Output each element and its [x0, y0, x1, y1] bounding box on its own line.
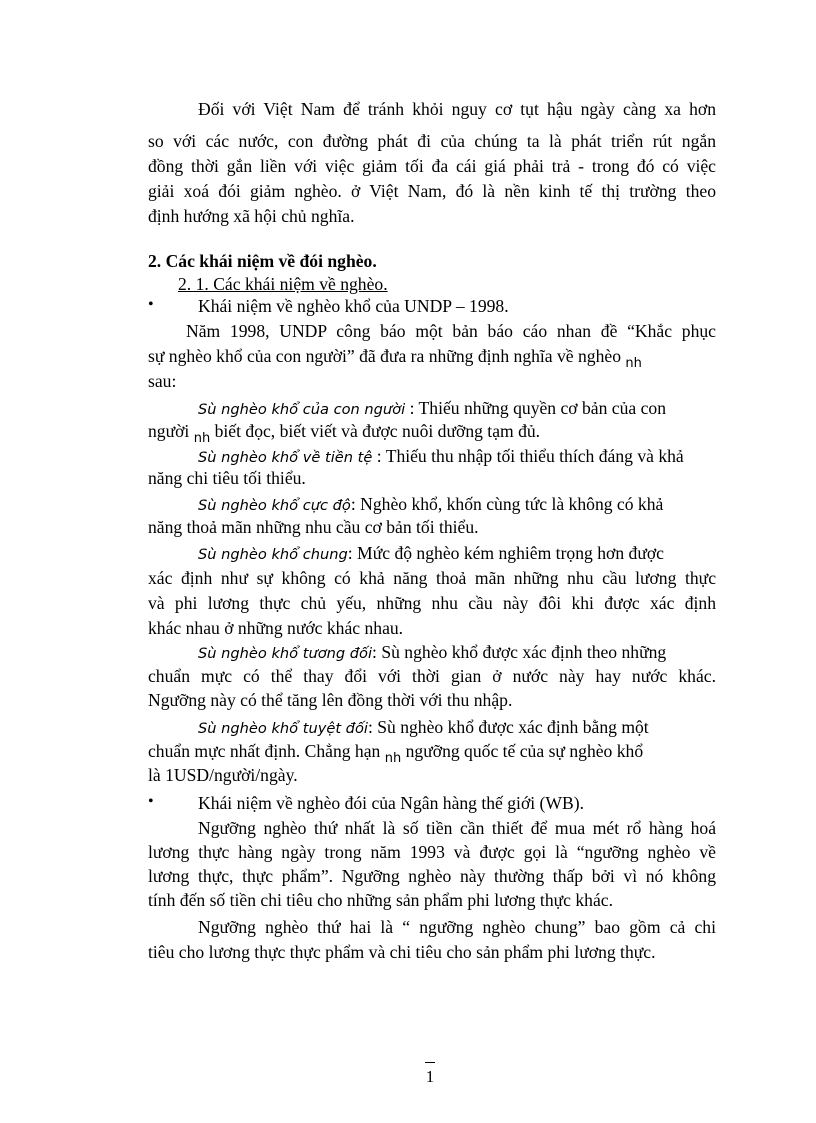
paragraph-line: giải xoá đói giảm nghèo. ở Việt Nam, đó là nền kinh tế thị trường theo [148, 181, 716, 201]
page-number [420, 1062, 440, 1087]
definition-line: Ngưỡng này có thể tăng lên đồng thời với thu nhập. [148, 690, 513, 710]
page-number-bar [425, 1062, 435, 1063]
definition-text: : Sù nghèo khổ được xác định bằng một [367, 717, 649, 737]
definition-line: chuẩn mực có thể thay đổi với thời gian ở nước này hay nước khác. [148, 666, 716, 686]
paragraph-line: Ngưỡng nghèo thứ nhất là số tiền cần thiết để mua mét rổ hàng hoá [198, 818, 716, 838]
text-fragment: nh [384, 751, 402, 766]
text-fragment: nh [625, 356, 642, 371]
text-run: người [148, 421, 190, 441]
definition-term: Sù nghèo khổ về tiền tệ [198, 449, 373, 466]
text-run: chuẩn mực nhất định. Chẳng hạn [148, 741, 381, 761]
bullet-text: Khái niệm về nghèo khổ của UNDP – 1998. [198, 296, 509, 316]
subsection-heading: 2. 1. Các khái niệm về nghèo. [178, 274, 388, 294]
paragraph-line: tiêu cho lương thực thực phẩm và chi tiêu cho sản phẩm phi lương thực. [148, 942, 656, 962]
definition-line [198, 493, 663, 517]
definition-line: và phi lương thực chủ yếu, những nhu cầu này đôi khi được xác định [148, 593, 716, 613]
page-number-value: 1 [425, 1067, 435, 1086]
section-heading: 2. Các khái niệm về đói nghèo. [148, 251, 377, 271]
paragraph-line: định hướng xã hội chủ nghĩa. [148, 206, 355, 226]
definition-term: Sù nghèo khổ tuyệt đối [198, 720, 368, 737]
definition-term: Sù nghèo khổ của con người [198, 401, 406, 418]
definition-line [198, 397, 666, 421]
paragraph-line: đồng thời gắn liền với việc giảm tối đa cái giá phải trả - trong đó có việc [148, 156, 716, 176]
definition-text: : Nghèo khổ, khốn cùng tức là không có khả [350, 494, 664, 514]
paragraph-line: Năm 1998, UNDP công báo một bản báo cáo nhan đề “Khắc phục [186, 321, 716, 341]
definition-line: khác nhau ở những nước khác nhau. [148, 618, 404, 638]
definition-line [198, 716, 649, 740]
definition-line [148, 420, 540, 445]
paragraph-line: Đối với Việt Nam để tránh khỏi nguy cơ tụt hậu ngày càng xa hơn [198, 99, 716, 119]
paragraph-line: so với các nước, con đường phát đi của chúng ta là phát triển rút ngắn [148, 131, 716, 151]
definition-line [198, 542, 664, 566]
bullet-icon: • [148, 793, 154, 810]
definition-line: năng chi tiêu tối thiểu. [148, 468, 306, 488]
definition-term: Sù nghèo khổ tương đối [198, 645, 373, 662]
definition-line: là 1USD/người/ngày. [148, 765, 298, 785]
paragraph-line: Ngưỡng nghèo thứ hai là “ ngưỡng nghèo chung” bao gồm cả chi [198, 917, 716, 937]
definition-term: Sù nghèo khổ chung [198, 546, 348, 563]
definition-line: năng thoả mãn những nhu cầu cơ bản tối thiểu. [148, 517, 479, 537]
paragraph-line: lương thực, thực phẩm”. Ngưỡng nghèo này thường thấp bởi vì nó không [148, 866, 716, 886]
definition-line [198, 641, 666, 665]
paragraph-line: lương thực hàng ngày trong năm 1993 và được gọi là “ngưỡng nghèo về [148, 842, 716, 862]
text-fragment: nh [193, 431, 211, 446]
definition-line: xác định như sự không có khả năng thoả mãn những nhu cầu lương thực [148, 568, 716, 588]
text-run: ngưỡng quốc tế của sự nghèo khổ [401, 741, 644, 761]
definition-text: : Sù nghèo khổ được xác định theo những [372, 642, 667, 662]
definition-text: : Thiếu thu nhập tối thiểu thích đáng và khả [372, 446, 684, 466]
definition-term: Sù nghèo khổ cực độ [198, 497, 351, 514]
definition-line [148, 740, 643, 765]
paragraph-line: sau: [148, 371, 177, 391]
paragraph-line: tính đến số tiền chi tiêu cho những sản phẩm phi lương thực khác. [148, 890, 613, 910]
definition-line [198, 445, 684, 469]
text-run: biết đọc, biết viết và được nuôi dưỡng tạm đủ. [210, 421, 541, 441]
definition-text: : Thiếu những quyền cơ bản của con [405, 398, 667, 418]
definition-text: : Mức độ nghèo kém nghiêm trọng hơn được [347, 543, 664, 563]
bullet-icon: • [148, 296, 154, 313]
text-run: sự nghèo khổ của con người” đã đưa ra những định nghĩa về nghèo [148, 346, 622, 366]
paragraph-line [148, 345, 642, 370]
bullet-text: Khái niệm về nghèo đói của Ngân hàng thế giới (WB). [198, 793, 584, 813]
